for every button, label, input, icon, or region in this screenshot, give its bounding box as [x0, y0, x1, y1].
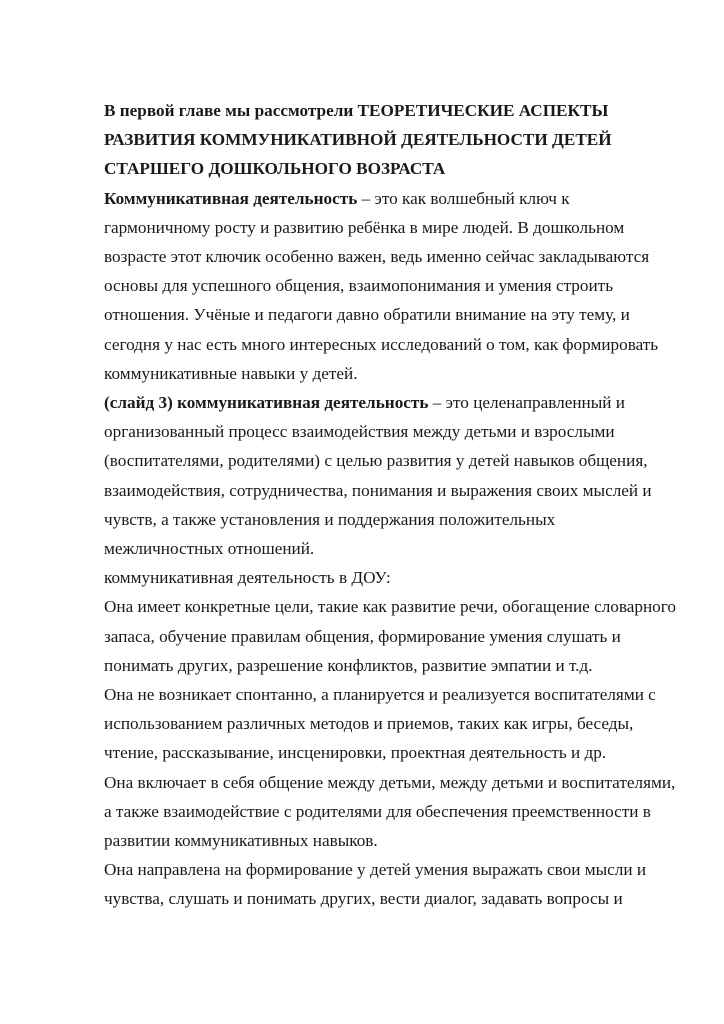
paragraph-includes	[104, 768, 676, 856]
term-bold: (слайд 3) коммуникативная деятельность	[104, 393, 429, 413]
text-line: межличностных отношений.	[104, 539, 315, 559]
text-line: основы для успешного общения, взаимопонимания и умения строить	[104, 276, 614, 296]
document-page	[104, 96, 676, 914]
text-line: Она не возникает спонтанно, а планируется и реализуется воспитателями с	[104, 685, 656, 705]
text-line: а также взаимодействие с родителями для обеспечения преемственности в	[104, 801, 651, 821]
text-line: Она включает в себя общение между детьми, между детьми и воспитателями,	[104, 772, 676, 792]
chapter-heading	[104, 96, 664, 184]
text-run: – это как волшебный ключ к	[357, 188, 570, 208]
text-line: запаса, обучение правилам общения, формирование умения слушать и	[104, 626, 621, 646]
paragraph-first-line	[104, 388, 664, 417]
text-run: – это целенаправленный и	[428, 393, 625, 413]
text-line: возрасте этот ключик особенно важен, ведь именно сейчас закладываются	[104, 247, 650, 267]
text-line: сегодня у нас есть много интересных исследований о том, как формировать	[104, 334, 659, 354]
paragraph-goals	[104, 592, 676, 680]
text-line: коммуникативные навыки у детей.	[104, 363, 358, 383]
text-line: организованный процесс взаимодействия между детьми и взрослыми	[104, 422, 615, 442]
text-line: чтение, рассказывание, инсценировки, проектная деятельность и др.	[104, 743, 607, 763]
text-line: развитии коммуникативных навыков.	[104, 831, 378, 851]
text-line: Она направлена на формирование у детей умения выражать свои мысли и	[104, 860, 647, 880]
paragraph-slide-3-definition	[104, 388, 664, 563]
text-line: отношения. Учёные и педагоги давно обратили внимание на эту тему, и	[104, 305, 630, 325]
paragraph-aims	[104, 855, 664, 913]
paragraph-planning	[104, 680, 664, 768]
text-line: Она имеет конкретные цели, такие как развитие речи, обогащение словарного	[104, 597, 676, 617]
heading-line: В первой главе мы рассмотрели ТЕОРЕТИЧЕСКИЕ АСПЕКТЫ	[104, 101, 609, 120]
text-line: взаимодействия, сотрудничества, понимания и выражения своих мыслей и	[104, 480, 652, 500]
paragraph-dou-subheading	[104, 563, 664, 592]
paragraph-first-line	[104, 184, 664, 213]
paragraph-communicative-activity-key	[104, 184, 664, 388]
term-bold: Коммуникативная деятельность	[104, 188, 358, 208]
text-line: (воспитателями, родителями) с целью развития у детей навыков общения,	[104, 451, 648, 471]
text-line: использованием различных методов и приемов, таких как игры, беседы,	[104, 714, 634, 734]
text-line: коммуникативная деятельность в ДОУ:	[104, 568, 391, 588]
text-line: гармоничному росту и развитию ребёнка в мире людей. В дошкольном	[104, 217, 625, 237]
text-line: чувств, а также установления и поддержания положительных	[104, 509, 556, 529]
text-line: чувства, слушать и понимать других, вести диалог, задавать вопросы и	[104, 889, 623, 909]
heading-line: РАЗВИТИЯ КОММУНИКАТИВНОЙ ДЕЯТЕЛЬНОСТИ ДЕТЕЙ	[104, 130, 612, 150]
heading-line: СТАРШЕГО ДОШКОЛЬНОГО ВОЗРАСТА	[104, 159, 446, 179]
text-line: понимать других, разрешение конфликтов, развитие эмпатии и т.д.	[104, 655, 593, 675]
